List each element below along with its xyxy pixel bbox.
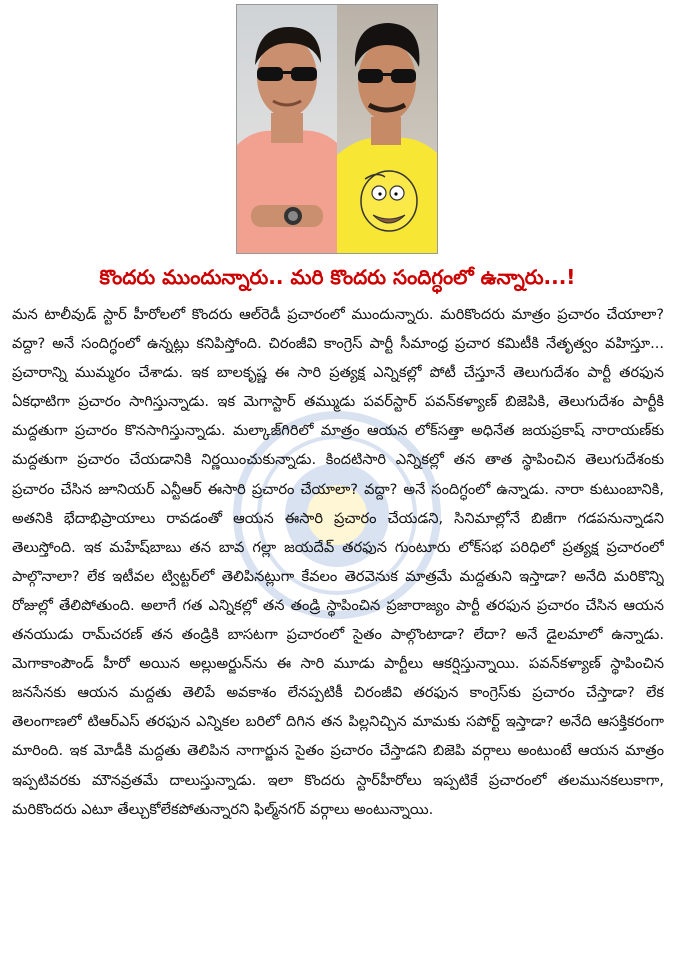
article-headline: కొందరు ముందున్నారు.. మరి కొందరు సందిగ్ధంలో ఉన్నారు...! [99,265,576,289]
article-body: మన టాలీవుడ్ స్టార్ హీరోలలో కొందరు ఆల్‌రెడీ ప్రచారంలో ముందున్నారు. మరికొందరు మాత్రం ప్రచారం చేయాలా? వద్దా? అనే సందిగ్ధంలో ఉన్నట్లు కనిపిస్తోంది. చిరంజీవి కాంగ్రెస్ పార్టీ సీమాంధ్ర ప్రచార కమిటీకి నేతృత్వం వహిస్తూ... ప్రచారాన్ని ముమ్మరం చేశాడు. ఇక బాలకృష్ణ ఈ సారి ప్రత్యక్ష ఎన్నికల్లో పోటీ చేస్తూనే తెలుగుదేశం పార్టీ తరఫున ఏకధాటిగా ప్రచారం సాగిస్తున్నాడు. ఇక మెగాస్టార్ తమ్ముడు పవర్‌స్టార్ పవన్‌కళ్యాణ్ బిజెపికి, తెలుగుదేశం పార్టీకి మద్దతుగా ప్రచారం కొనసాగిస్తున్నాడు. మల్కాజ్‌గిరిలో మాత్రం ఆయన లోక్‌సత్తా అధినేత జయప్రకాష్ నారాయణ్‌కు మద్దతుగా ప్రచారం చేయడానికి నిర్ణయించుకున్నాడు. కిందటిసారి ఎన్నికల్లో తన తాత స్థాపించిన తెలుగుదేశంకు ప్రచారం చేసిన జూనియర్ ఎన్టీఆర్ ఈసారి ప్రచారం చేయాలా? వద్దా? అనే సందిగ్ధంలో ఉన్నాడు. నారా కుటుంబానికి, అతనికి భేదాభిప్రాయాలు రావడంతో ఆయన ఈసారి ప్రచారం చేయడని, సినిమాల్లోనే బిజీగా గడపనున్నాడని తెలుస్తోంది. ఇక మహేష్‌బాబు తన బావ గల్లా జయదేవ్ తరఫున గుంటూరు లోక్‌సభ పరిధిలో ప్రత్యక్ష ప్రచారంలో పాల్గొనాలా? లేక ఇటీవల ట్విట్టర్‌లో తెలిపినట్లుగా కేవలం తెరవెనుక మాత్రమే మద్దతుని ఇస్తాడా? అనేది మరికొన్ని రోజుల్లో తేలిపోతుంది. అలాగే గత ఎన్నికల్లో తన తండ్రి స్థాపించిన ప్రజారాజ్యం పార్టీ తరఫున ప్రచారం చేసిన ఆయన తనయుడు రామ్‌చరణ్ తన తండ్రికి బాసటగా ప్రచారంలో సైతం పాల్గొంటాడా? లేదా? అనే డైలమాలో ఉన్నాడు. మెగాకాంపౌండ్ హీరో అయిన అల్లుఅర్జున్‌ను ఈ సారి మూడు పార్టీలు ఆకర్షిస్తున్నాయి. పవన్‌కళ్యాణ్ స్థాపించిన జనసేనకు ఆయన మద్దతు తెలిపే అవకాశం లేనప్పటికీ చిరంజీవి తరఫున కాంగ్రెస్‌కు ప్రచారం చేస్తాడా? లేక తెలంగాణలో టిఆర్ఎస్ తరఫున ఎన్నికల బరిలో దిగిన తన పిల్లనిచ్చిన మామకు సపోర్ట్ ఇస్తాడా? అనేది ఆసక్తికరంగా మారింది. ఇక మోడీకి మద్దతు తెలిపిన నాగార్జున సైతం ప్రచారం చేస్తాడని బిజెపి వర్గాలు అంటుంటే ఆయన మాత్రం ఇప్పటివరకు మౌనవ్రతమే దాలుస్తున్నాడు. ఇలా కొందరు స్టార్‌హీరోలు ఇప్పటికే ప్రచారంలో తలమునకలుకాగా, మరికొందరు ఎటూ తేల్చుకోలేకపోతున్నారని ఫిల్మ్‌నగర్ వర్గాలు అంటున్నాయి. [12,306,664,818]
left-person-figure [237,5,337,253]
photo-illustration [237,5,437,253]
right-person-figure [337,5,437,253]
hero-photo [236,4,438,254]
